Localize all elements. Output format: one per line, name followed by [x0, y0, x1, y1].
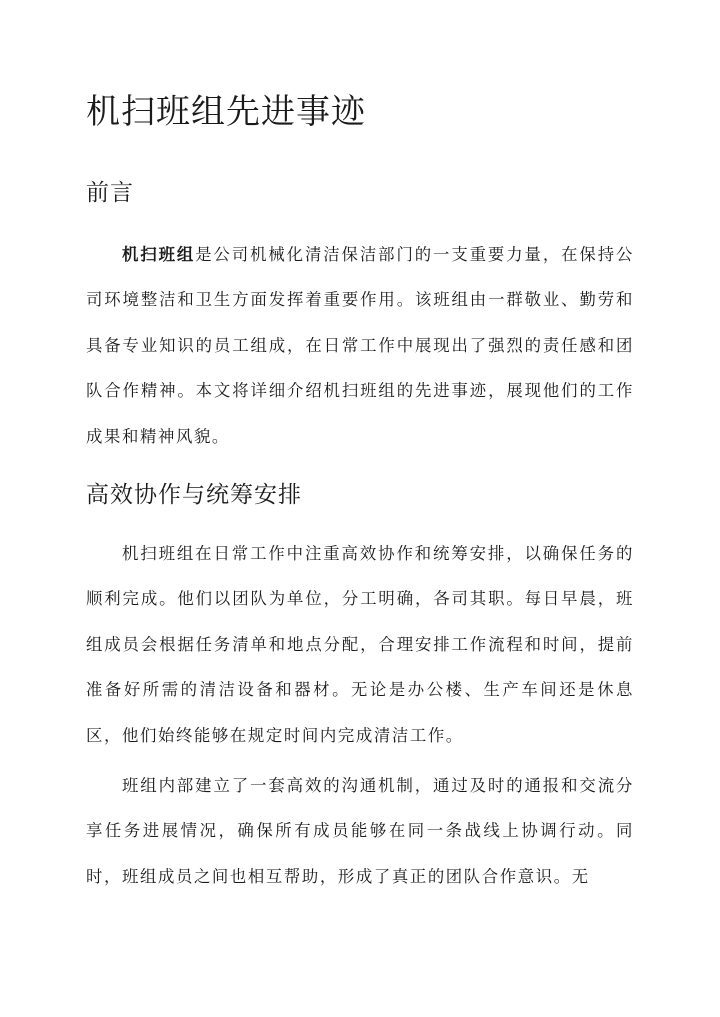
preface-lead-term: 机扫班组 — [122, 245, 196, 264]
collaboration-paragraph-1: 机扫班组在日常工作中注重高效协作和统筹安排，以确保任务的顺利完成。他们以团队为单位，分工明确，各司其职。每日早晨，班组成员会根据任务清单和地点分配，合理安排工作流程和时间，提前准备好所需的清洁设备和器材。无论是办公楼、生产车间还是休息区，他们始终能够在规定时间内完成清洁工作。 — [86, 544, 634, 745]
preface-paragraph — [86, 232, 634, 459]
collaboration-paragraph-2: 班组内部建立了一套高效的沟通机制，通过及时的通报和交流分享任务进展情况，确保所有成员能够在同一条战线上协调行动。同时，班组成员之间也相互帮助，形成了真正的团队合作意识。无 — [86, 776, 634, 886]
section-heading-preface: 前言 — [86, 180, 134, 206]
preface-body-text: 是公司机械化清洁保洁部门的一支重要力量，在保持公司环境整洁和卫生方面发挥着重要作用。该班组由一群敬业、勤劳和具备专业知识的员工组成，在日常工作中展现出了强烈的责任感和团队合作精神。本文将详细介绍机扫班组的先进事迹，展现他们的工作成果和精神风貌。 — [86, 245, 634, 446]
document-title: 机扫班组先进事迹 — [86, 92, 366, 132]
section-heading-collaboration: 高效协作与统筹安排 — [86, 482, 302, 508]
